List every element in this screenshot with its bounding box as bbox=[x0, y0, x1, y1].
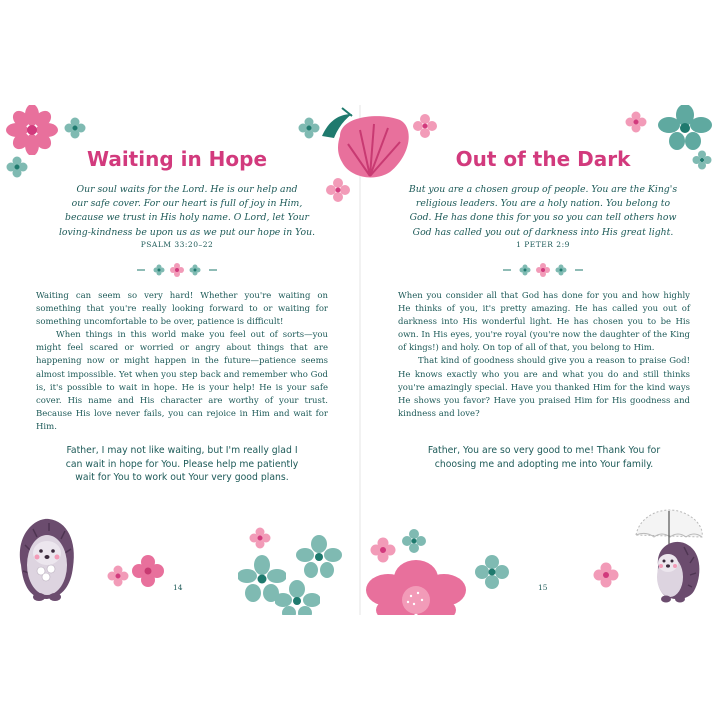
right-prayer bbox=[398, 444, 690, 471]
pink-tulip-icon bbox=[320, 106, 415, 184]
left-prayer bbox=[36, 444, 328, 485]
teal-flower-icon bbox=[298, 117, 320, 139]
right-flower-divider bbox=[503, 262, 583, 278]
teal-flower-icon bbox=[154, 265, 165, 276]
left-body-text bbox=[36, 290, 328, 434]
hedgehog-with-umbrella bbox=[632, 505, 706, 605]
prayer-line: choosing me and adopting me into Your family. bbox=[434, 458, 654, 470]
teal-flower-icon bbox=[190, 265, 201, 276]
left-flower-divider bbox=[137, 262, 217, 278]
verse-line: because we trust in His holy name. O Lord, let Your bbox=[65, 212, 309, 224]
teal-flower-icon bbox=[655, 105, 715, 150]
verse-line: Our soul waits for the Lord. He is our help and bbox=[76, 184, 298, 195]
teal-flower-icon bbox=[6, 156, 28, 178]
pink-flower-icon bbox=[170, 263, 184, 277]
left-verse-reference: PSALM 33:20–22 bbox=[140, 240, 214, 249]
prayer-line: can wait in hope for You. Please help me patiently bbox=[65, 458, 299, 470]
verse-line: God has called you out of darkness into His great light. bbox=[412, 226, 674, 238]
pink-flower-icon bbox=[249, 527, 271, 549]
prayer-line: wait for You to work out Your very good plans. bbox=[75, 472, 289, 483]
left-verse bbox=[37, 183, 337, 240]
pink-flower-icon bbox=[593, 562, 619, 588]
verse-line: God. He has done this for you so you can tell others how bbox=[409, 212, 677, 224]
left-page-number: 14 bbox=[173, 583, 183, 592]
prayer-line: Father, I may not like waiting, but I'm really glad I bbox=[66, 445, 298, 456]
body-paragraph: When you consider all that God has done for you and how highly He thinks of you, it's pretty amazing. He has called you out of darkness into His wonderful light. He has chosen you to be His own. In His eyes, you're royal (you're now the daughter of the King of kings!) and holy. On top of all of that, you belong to Him. bbox=[398, 291, 690, 354]
body-paragraph: When things in this world make you feel out of sorts—you might feel scared or worried or angry about things that are happening now or might happen in the future—patience seems almost impossible. Yet when you step back and remember who God is, it's possible to wait in hope. He is your help! He is your safe cover. His name and His character are worthy of your trust. Because His love never fails, you can rejoice in Him and wait for Him. bbox=[36, 330, 328, 432]
verse-line: religious leaders. You are a holy nation. You belong to bbox=[415, 198, 671, 210]
right-verse-reference: 1 PETER 2:9 bbox=[516, 240, 570, 249]
right-page-number: 15 bbox=[538, 583, 548, 592]
pink-flower-icon bbox=[107, 565, 129, 587]
teal-flower-icon bbox=[475, 555, 509, 589]
teal-flower-icon bbox=[520, 265, 531, 276]
teal-flower-icon bbox=[275, 580, 320, 615]
teal-flower-icon bbox=[556, 265, 567, 276]
prayer-line: Father, You are so very good to me! Thank You for bbox=[427, 445, 661, 456]
body-paragraph: That kind of goodness should give you a reason to praise God! He knows exactly who you are and what you do and still thinks you're amazingly special. Have you thanked Him for the kind ways He shows you favor? Have you praised Him for His goodness and kindness and love? bbox=[398, 356, 690, 419]
right-verse bbox=[393, 183, 693, 240]
right-page-title: Out of the Dark bbox=[455, 147, 631, 171]
pink-flower-icon bbox=[5, 105, 60, 155]
hedgehog-icon bbox=[15, 515, 77, 603]
teal-flower-icon bbox=[296, 535, 342, 579]
body-paragraph: Waiting can seem so very hard! Whether you're waiting on something that you're really looking forward to or waiting for something uncomfortable to be over, patience is difficult! bbox=[36, 291, 328, 328]
pink-flower-icon bbox=[536, 263, 550, 277]
pink-flower-icon bbox=[132, 555, 164, 587]
verse-line: But you are a chosen group of people. You are the King's bbox=[408, 184, 678, 195]
teal-flower-icon bbox=[402, 529, 426, 553]
right-body-text bbox=[398, 290, 690, 421]
teal-flower-icon bbox=[64, 117, 86, 139]
verse-line: loving-kindness be upon us as we put our hope in You. bbox=[58, 226, 316, 238]
teal-flower-icon bbox=[692, 150, 712, 170]
pink-flower-icon bbox=[326, 178, 350, 202]
left-page-title: Waiting in Hope bbox=[86, 147, 268, 171]
pink-flower-icon bbox=[413, 114, 437, 138]
pink-flower-icon bbox=[366, 560, 466, 615]
pink-flower-icon bbox=[625, 111, 647, 133]
verse-line: our safe cover. For our heart is full of joy in Him, bbox=[71, 198, 303, 210]
